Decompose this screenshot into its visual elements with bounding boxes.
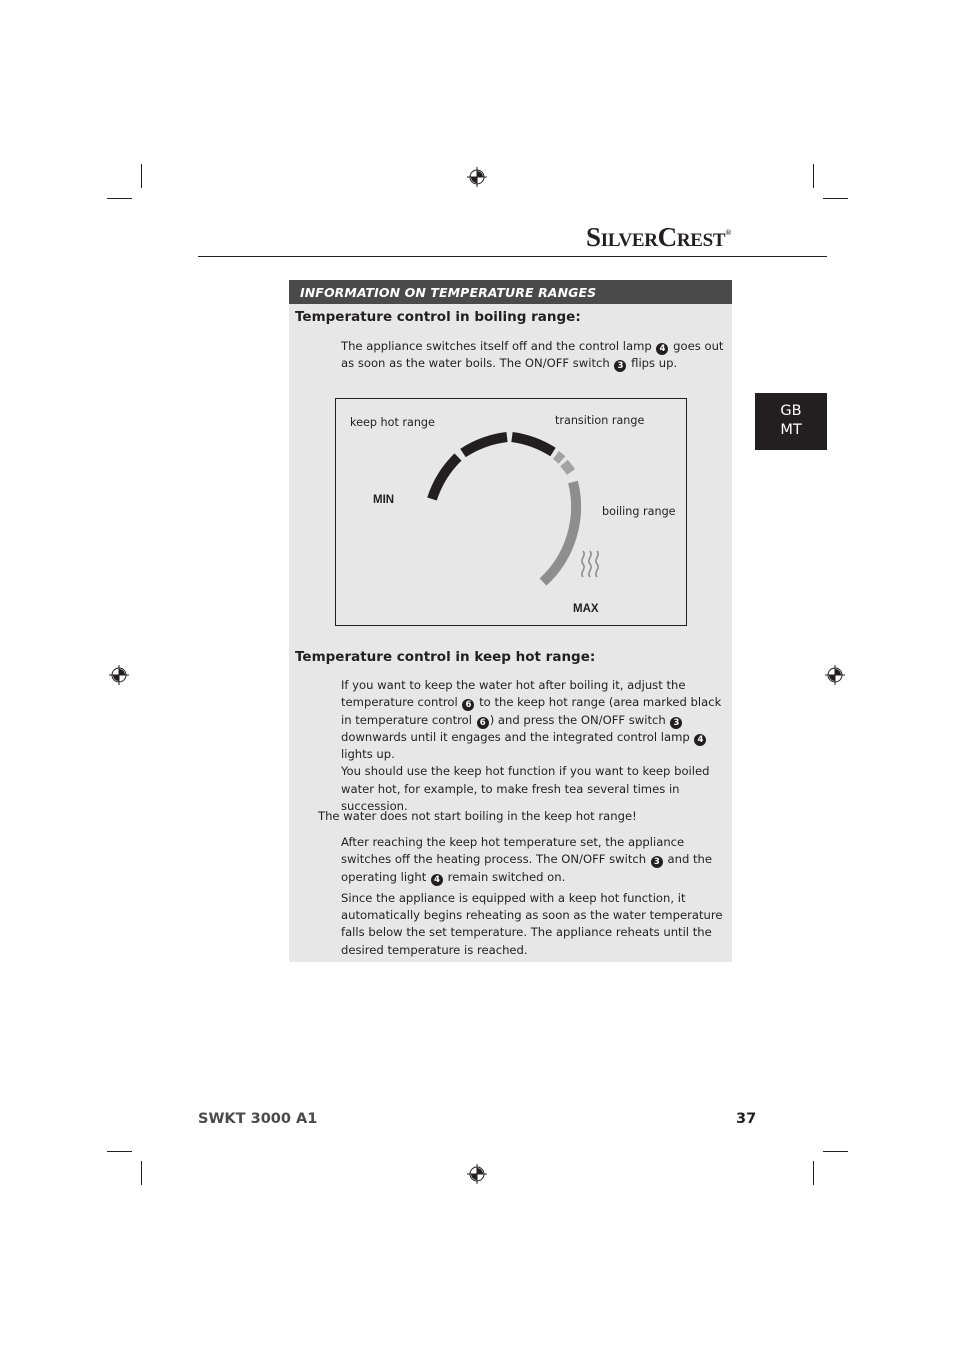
keep-hot-segment [432,457,458,499]
transition-range-label: transition range [555,414,645,427]
ref-badge: 3 [614,360,626,372]
ref-badge: 3 [651,856,663,868]
ref-badge: 4 [656,343,668,355]
registration-mark-icon [467,1164,487,1184]
boiling-range-label: boiling range [602,505,676,518]
section-header-bar [289,280,732,304]
header-rule [198,256,827,257]
logo-letter: C [657,222,677,252]
boiling-heading: Temperature control in boiling range: [295,309,581,325]
min-label: MIN [373,494,395,506]
keep-hot-range-label: keep hot range [350,416,435,429]
registration-mark-icon [825,665,845,685]
language-code-gb: GB [780,403,802,419]
logo-text: ILVER [600,230,658,251]
language-tab [755,393,827,450]
keep-hot-paragraph: If you want to keep the water hot after boiling it, adjust the temperature control 6 to the keep hot range (area marked black in temperature control 6 ) and press the ON/OFF switch 3 downwards until it engages and the integrated control lamp 4 lights up. You should use the keep hot function if you want to keep boiled water hot, for example, to make fresh tea several times in succession. [341,677,725,815]
ref-badge: 6 [477,717,489,729]
footer-page-number: 37 [736,1111,757,1127]
crop-mark [813,164,814,188]
steam-icon [582,551,598,577]
ref-badge: 4 [431,874,443,886]
keep-hot-segment [512,437,553,452]
crop-mark [823,1151,848,1152]
transition-segment [556,455,562,460]
keep-hot-segment [463,437,507,453]
max-label: MAX [573,603,599,615]
temperature-dial-diagram [335,398,687,626]
boiling-paragraph: The appliance switches itself off and the control lamp 4 goes out as soon as the water boils. The ON/OFF switch 3 flips up. [341,339,724,372]
keep-hot-paragraph-2: You should use the keep hot function if you want to keep boiled water hot, for example, to make fresh tea several times in succession. [341,764,710,814]
logo-text: REST [676,230,726,251]
footer-model-number: SWKT 3000 A1 [198,1111,318,1127]
keep-hot-note: The water does not start boiling in the keep hot range! [318,809,637,823]
crop-mark [107,1151,132,1152]
reheat-paragraph: After reaching the keep hot temperature set, the appliance switches off the heating process. The ON/OFF switch 3 and the operating light 4 remain switched on. Since the appliance is equipped with a keep hot function, it automatically begins reheating as soon as the water temperature falls below the set temperature. The appliance reheats until the desired temperature is reached. [341,834,725,959]
ref-badge: 3 [670,717,682,729]
logo-letter: S [586,222,601,252]
crop-mark [141,164,142,188]
keep-hot-heading: Temperature control in keep hot range: [295,649,596,665]
crop-mark [141,1161,142,1185]
crop-mark [107,198,132,199]
ref-badge: 4 [694,734,706,746]
boiling-segment [543,482,576,582]
brand-logo [586,222,756,252]
registration-mark-icon [109,665,129,685]
registered-mark: ® [725,228,731,237]
section-header-title: INFORMATION ON TEMPERATURE RANGES [300,285,597,300]
ref-badge: 6 [462,699,474,711]
transition-segment [564,463,571,472]
reheat-paragraph-2: Since the appliance is equipped with a keep hot function, it automatically begins reheating as soon as the water temperature falls below the set temperature. The appliance reheats until the desired temperature is reached. [341,890,723,957]
crop-mark [813,1161,814,1185]
registration-mark-icon [467,167,487,187]
language-code-mt: MT [780,422,802,438]
crop-mark [823,198,848,199]
